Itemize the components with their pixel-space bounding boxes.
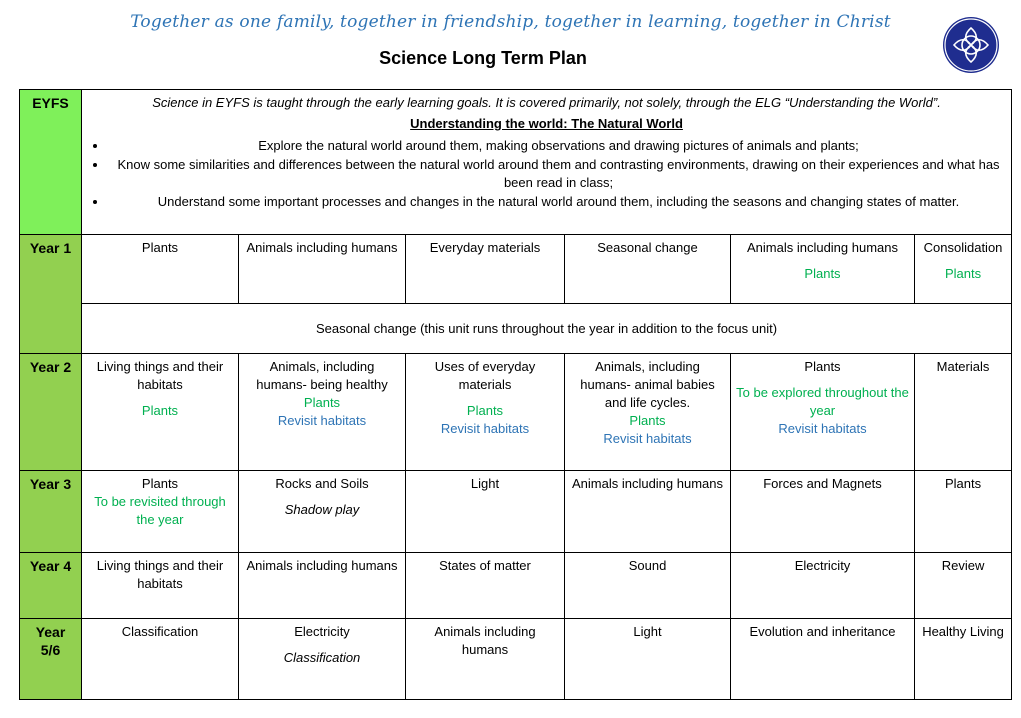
- eyfs-description: [82, 90, 1012, 235]
- year1-unit: [915, 235, 1012, 304]
- unit-title: Animals including humans: [434, 624, 536, 657]
- unit-title: Everyday materials: [429, 240, 541, 255]
- year1-label: Year 1: [20, 235, 82, 354]
- year4-unit: [82, 553, 239, 619]
- unit-title: Consolidation: [923, 240, 1003, 255]
- year2-unit: [406, 354, 565, 471]
- year56-unit: [565, 619, 731, 700]
- year56-label: Year 5/6: [20, 619, 82, 700]
- year2-unit: [731, 354, 915, 471]
- year3-unit: [915, 471, 1012, 553]
- year1-unit: [731, 235, 915, 304]
- year1-unit: [82, 235, 239, 304]
- unit-title: Light: [633, 624, 662, 639]
- unit-title: Evolution and inheritance: [749, 624, 896, 639]
- year56-unit: [731, 619, 915, 700]
- year3-unit: [565, 471, 731, 553]
- unit-title: Review: [941, 558, 985, 573]
- eyfs-goal: • Know some similarities and differences between the natural world around them and contrasting environments, drawing on their experiences and what has been read in class;: [108, 156, 1007, 192]
- science-plan-table: [19, 89, 1012, 700]
- unit-title: Animals including humans: [246, 240, 398, 255]
- year3-row: [20, 471, 1012, 553]
- unit-title: Sound: [628, 558, 667, 573]
- eyfs-intro: Science in EYFS is taught through the early learning goals. It is covered primarily, not solely, through the ELG “Understanding the World”.: [152, 95, 941, 110]
- unit-extra-blue: Revisit habitats: [778, 421, 867, 436]
- eyfs-label: EYFS: [20, 90, 82, 235]
- unit-title: Electricity: [794, 558, 851, 573]
- unit-extra-blue: Revisit habitats: [277, 413, 367, 428]
- eyfs-row: [20, 90, 1012, 235]
- school-motto: Together as one family, together in friendship, together in learning, together in Christ: [130, 12, 891, 32]
- eyfs-heading: Understanding the world: The Natural World: [410, 116, 683, 131]
- year4-row: [20, 553, 1012, 619]
- year56-unit: [239, 619, 406, 700]
- unit-title: Healthy Living: [922, 624, 1004, 639]
- unit-extra-green: To be explored throughout the year: [736, 385, 909, 418]
- year4-unit: [915, 553, 1012, 619]
- year4-unit: [239, 553, 406, 619]
- unit-title: Plants: [804, 359, 841, 374]
- unit-title: Plants: [141, 476, 179, 491]
- unit-title: Animals, including humans- animal babies and life cycles.: [580, 359, 715, 410]
- year1-unit: [239, 235, 406, 304]
- unit-title: Light: [470, 476, 500, 491]
- year3-unit: [406, 471, 565, 553]
- year2-unit: [565, 354, 731, 471]
- unit-extra-green: Plants: [466, 403, 504, 418]
- year4-unit: [565, 553, 731, 619]
- year56-unit: [406, 619, 565, 700]
- unit-title: Animals including humans: [746, 240, 899, 255]
- year4-unit: [731, 553, 915, 619]
- unit-extra-green: Plants: [629, 413, 666, 428]
- year1-unit: [406, 235, 565, 304]
- year3-unit: [239, 471, 406, 553]
- year2-unit: [82, 354, 239, 471]
- unit-title: Seasonal change: [597, 240, 698, 255]
- year4-label: Year 4: [20, 553, 82, 619]
- unit-title: Animals including humans: [571, 476, 724, 491]
- unit-extra-green: Plants: [141, 403, 179, 418]
- year3-label: Year 3: [20, 471, 82, 553]
- unit-extra-blue: Revisit habitats: [603, 431, 692, 446]
- unit-extra-italic: Shadow play: [284, 502, 360, 517]
- unit-extra-blue: Revisit habitats: [440, 421, 530, 436]
- unit-title: Animals including humans: [246, 558, 398, 573]
- year3-unit: [82, 471, 239, 553]
- year2-unit: [239, 354, 406, 471]
- year56-unit: [82, 619, 239, 700]
- year1-row: [20, 235, 1012, 304]
- year2-unit: [915, 354, 1012, 471]
- unit-extra-green: Plants: [944, 266, 982, 281]
- year2-row: [20, 354, 1012, 471]
- unit-extra-green: Plants: [804, 266, 841, 281]
- unit-title: Uses of everyday materials: [434, 359, 536, 392]
- year4-unit: [406, 553, 565, 619]
- eyfs-goal: • Understand some important processes and changes in the natural world around them, including the seasons and changing states of matter.: [108, 193, 1007, 211]
- unit-title: Animals, including humans- being healthy: [256, 359, 388, 392]
- unit-extra-italic: Classification: [283, 650, 361, 665]
- eyfs-goals-list: [86, 137, 1007, 211]
- celtic-knot-logo-icon: [942, 16, 1000, 74]
- unit-title: Living things and their habitats: [96, 359, 224, 392]
- page-title: Science Long Term Plan: [379, 48, 587, 68]
- year1-note-row: [20, 304, 1012, 354]
- unit-title: Classification: [121, 624, 199, 639]
- year56-unit: [915, 619, 1012, 700]
- unit-title: Materials: [936, 359, 990, 374]
- unit-title: Forces and Magnets: [763, 476, 882, 491]
- unit-title: Rocks and Soils: [275, 476, 369, 491]
- unit-title: Plants: [944, 476, 982, 491]
- year56-row: [20, 619, 1012, 700]
- unit-extra-green: To be revisited through the year: [94, 494, 226, 527]
- unit-title: Electricity: [294, 624, 350, 639]
- year1-unit: [565, 235, 731, 304]
- eyfs-goal: • Explore the natural world around them, making observations and drawing pictures of animals and plants;: [108, 137, 1007, 155]
- year1-note: Seasonal change (this unit runs throughout the year in addition to the focus unit): [82, 304, 1012, 354]
- unit-title: Plants: [141, 240, 179, 255]
- year3-unit: [731, 471, 915, 553]
- unit-extra-green: Plants: [303, 395, 341, 410]
- year2-label: Year 2: [20, 354, 82, 471]
- unit-title: States of matter: [439, 558, 531, 573]
- unit-title: Living things and their habitats: [96, 558, 224, 591]
